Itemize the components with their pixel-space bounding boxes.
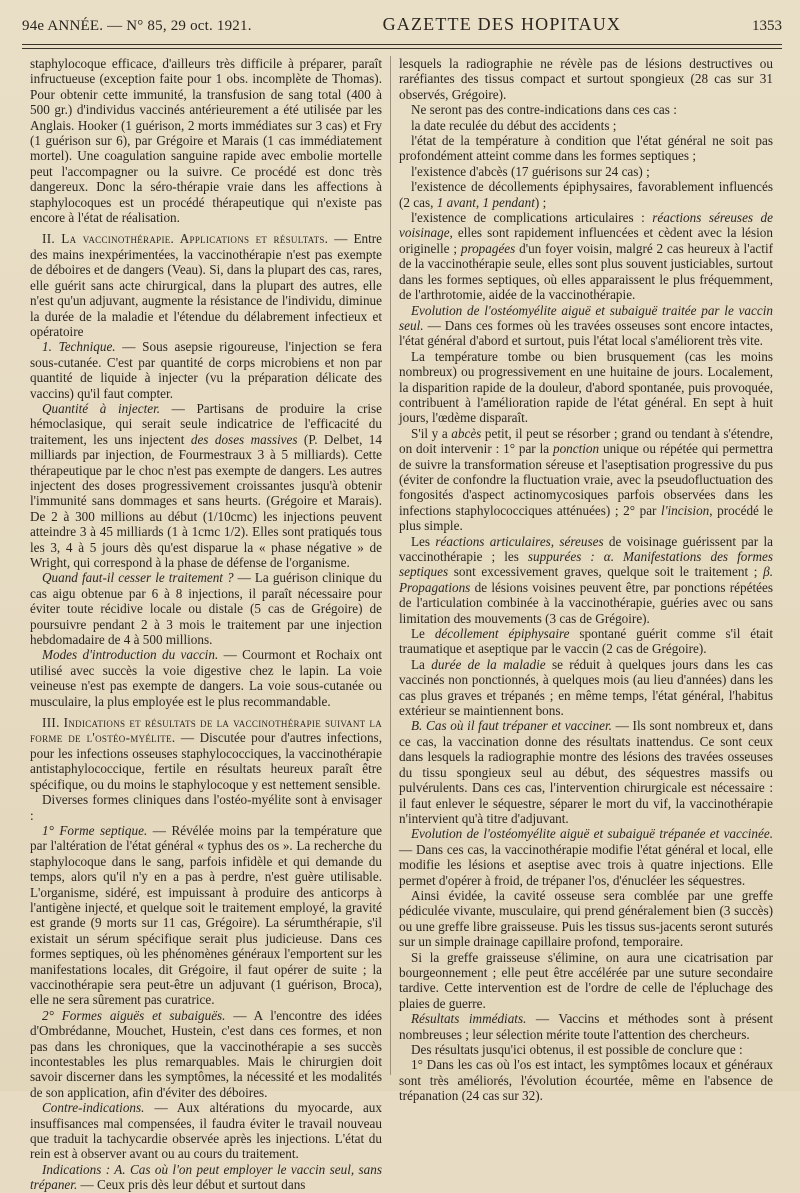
paragraph: l'existence d'abcès (17 guérisons sur 24 cas) ; <box>411 163 650 179</box>
paragraph: Quand faut-il cesser le traitement ? — La guérison clinique du cas aigu obtenue par 6 à 8 injections, il paraît nécessaire pour éviter toute récidive locale ou distale (5 cas de Grégoire) de poursuivre pendant 2 à 3 mois le traitement par une injection hebdomadaire de 4 à 500 millions. <box>30 570 382 648</box>
issue-info: 94e ANNÉE. — N° 85, 29 oct. 1921. <box>22 18 252 34</box>
paragraph: Quantité à injecter. — Partisans de produire la crise hémoclasique, qui serait seule indicatrice de l'efficacité du traitement, les uns injectent des doses massives (P. Delbet, 14 milliards par injection, de Fourmestraux 3 à 5 milliards). Cette thérapeutique par le choc n'est pas exempte de dangers. Les autres injectent des doses progressivement croissantes jusqu'à obtenir l'immunité sans dommages et sans heurts. (Grégoire et Marais). De 2 à 300 millions au début (1/10cmc) les injections peuvent atteindre 3 à 45 milliards (1 à 1cmc 1/2). Elles sont pratiqués tous les 3, 4 à 5 jours dès qu'est disparue la « phase négative » de Wright, qui correspond à la phase de défense de l'organisme. <box>30 400 382 570</box>
header-rule-thick <box>22 44 782 45</box>
paragraph: 2° Formes aiguës et subaiguës. — A l'encontre des idées d'Ombrédanne, Mouchet, Hustein, c'est dans ces formes, et non pas dans les chroniques, que la vaccinothérapie a ses succès incontestables les plus remarquables. Mais le chirurgien doit savoir discerner dans les symptômes, la nécessité et les modalités de son application, afin d'éviter des déboires. <box>30 1007 382 1100</box>
paragraph: Evolution de l'ostéomyélite aiguë et subaiguë traitée par le vaccin seul. — Dans ces formes où les travées osseuses sont encore intactes, l'état général d'abord et surtout, puis l'état local s'améliorent très vite. <box>399 302 773 349</box>
paragraph: l'état de la température à condition que l'état général ne soit pas profondément atteint comme dans les formes septiques ; <box>399 133 773 164</box>
paragraph: la date reculée du début des accidents ; <box>411 117 617 133</box>
paragraph: 1° Forme septique. — Révélée moins par la température que par l'altération de l'état général « typhus des os ». La recherche du staphylocoque dans le sang, parfois infidèle et qui demande du temps, alors qu'il n'y en a pas à perdre, n'est guère utilisable. L'organisme, sidéré, est impuissant à produire des anticorps à l'antigène injecté, et quelque soit le traitement employé, la gravité est grande (9 morts sur 11 cas, Grégoire). La sérumthérapie, s'il existait un sérum spécifique serait plus judicieuse. Dans ces formes septiques, où les phénomènes généraux l'emportent sur les manifestations locales, dit Grégoire, il faut opérer de suite ; la vaccinothérapie sera peut-être un adjuvant (1 guérison, Broca), elle ne sera sûrement pas curatrice. <box>30 822 382 1008</box>
paragraph: 1. Technique. — Sous asepsie rigoureuse, l'injection se fera sous-cutanée. C'est par quantité de corps microbiens et non par quantité de liquide à injecter (vu la préparation délicate des vaccins) qu'il faut compter. <box>30 339 382 401</box>
paragraph: lesquels la radiographie ne révèle pas de lésions destructives ou raréfiantes des tissus compact et surtout spongieux (28 cas sur 31 observés, Grégoire). <box>399 56 773 102</box>
paragraph: La durée de la maladie se réduit à quelques jours dans les cas vaccinés non ponctionnés, à quelques mois (au lieu d'années) dans les cas plus graves et trépanés ; en même temps, l'état général, l'habitus extérieur se maintiennent bons. <box>399 656 774 719</box>
paragraph: Evolution de l'ostéomyélite aiguë et subaiguë trépanée et vaccinée. — Dans ces cas, la vaccinothérapie modifie l'état général et local, elle modifie les lésions et aseptise avec trois à quatre injections. Elle permet d'opérer à froid, de trépaner l'os, d'énucléer les séquestres. <box>399 826 773 888</box>
paragraph: La température tombe ou bien brusquement (cas les moins nombreux) ou progressivement en une huitaine de jours. Localement, la disparition rapide de la douleur, d'abord spontanée, puis provoquée, contribuent à l'amélioration rapide de l'état général. En sept à huit jours, l'œdème disparaît. <box>399 348 773 426</box>
right-column <box>399 56 774 1104</box>
page-header <box>22 14 782 44</box>
paragraph: l'existence de complications articulaires : réactions séreuses de voisinage, elles sont rapidement influencées et cèdent avec la lésion originelle ; propagées d'un foyer voisin, malgré 2 cas heureux à l'actif de la vaccinothérapie seule, elles sont plus souvent justiciables, surtout dans les formes septiques, où elles apparaissent le plus fréquemment, de l'arthrotomie, aidée de la vaccinothérapie. <box>399 210 774 303</box>
paragraph: Ainsi évidée, la cavité osseuse sera comblée par une greffe pédiculée vivante, musculaire, qui prend généralement bien (3 succès) ou une greffe libre graisseuse. Puis les tissus sus-jacents seront suturés sur un simple drainage capillaire profond, temporaire. <box>399 887 773 950</box>
section-heading: II. La vaccinothérapie. Applications et résultats. <box>42 231 329 247</box>
paragraph: Indications : A. Cas où l'on peut employer le vaccin seul, sans trépaner. — Ceux pris dès leur début et surtout dans <box>30 1161 382 1193</box>
paragraph: 1° Dans les cas où l'os est intact, les symptômes locaux et généraux sont très améliorés, l'évolution écourtée, même en l'absence de trépanation (24 cas sur 32). <box>399 1057 773 1104</box>
paragraph: Contre-indications. — Aux altérations du myocarde, aux insuffisances mal compensées, il faudra éviter le travail nouveau que traduit la tachycardie observée après les injections. L'état du rein est à observer avant ou au cours du traitement. <box>30 1100 382 1162</box>
paragraph: Si la greffe graisseuse s'élimine, on aura une cicatrisation par bourgeonnement ; elle peut être accélérée par une suture secondaire tardive. Cette intervention est de l'ordre de celle de l'épluchage des plaies de guerre. <box>399 949 773 1011</box>
column-divider <box>390 56 391 1075</box>
paragraph: Ne seront pas des contre-indications dans ces cas : <box>411 102 677 118</box>
paragraph: Résultats immédiats. — Vaccins et méthodes sont à présent nombreuses ; leur sélection mérite toute l'attention des chercheurs. <box>399 1011 773 1042</box>
paragraph: S'il y a abcès petit, il peut se résorber ; grand ou tendant à s'étendre, on doit intervenir : 1° par la ponction unique ou répétée qui permettra de suivre la transformation séreuse et l'aseptisation progressive du pus (éviter de confondre la fluctuation vraie, avec la pseudofluctuation des fongosités d'aspect actinomycosiques parfois observées dans les infections staphylococciques atténuées) ; 2° par l'incision, procédé le plus simple. <box>399 425 774 534</box>
section-paragraph: III. Indications et résultats de la vaccinothérapie suivant la forme de l'ostéo-myélite. — Discutée pour d'autres infections, pour les infections osseuses staphylococciques, la vaccinothérapie antistaphylococcique, fertile en résultats heureux paraît être spécifique, ou du moins le staphylocoque y est nettement sensible. <box>30 715 382 792</box>
paragraph: staphylocoque efficace, d'ailleurs très difficile à préparer, paraît infructueuse (exception faite pour 1 obs. incomplète de Thomas). Pour obtenir cette immunité, la transfusion de sang total (400 à 500 gr.) d'individus vaccinés antérieurement a été utilisée par les Anglais. Hooker (1 guérison, 2 morts immédiates sur 3 cas) et Fry (1 guérison sur 6), par Grégoire et Marais (1 cas immédiatement mortel). Une coagulation sanguine rapide avec embolie mortelle peut l'accompagner ou la suivre. Ce procédé est donc très dangereux. Donc la séro-thérapie vraie dans les affections à staphylocoques est un procédé thérapeutique qui n'existe pas encore à l'état de réalisation. <box>30 56 382 226</box>
section-heading: III. Indications et résultats de la vaccinothérapie suivant la forme de l'ostéo-myélite. <box>30 715 382 746</box>
paragraph: Diverses formes cliniques dans l'ostéo-myélite sont à envisager : <box>30 792 382 823</box>
paragraph: l'existence de décollements épiphysaires, favorablement influencés (2 cas, 1 avant, 1 pendant) ; <box>399 179 773 210</box>
section-paragraph: II. La vaccinothérapie. Applications et résultats. — Entre des mains inexpérimentées, la vaccinothérapie n'est pas exempte de déboires et de dangers (Veau). Si, dans la plupart des cas, rares, elle guérit sans acte chirurgical, dans la plupart des autres, elle n'est qu'un adjuvant, augmente la résistance de l'individu, diminue la durée de la maladie et l'étendue du délabrement infectieux et opératoire <box>30 231 383 339</box>
header-rule-thin <box>22 48 782 49</box>
left-column <box>30 56 383 1193</box>
paragraph: B. Cas où il faut trépaner et vacciner. — Ils sont nombreux et, dans ce cas, la vaccination donne des résultats inattendus. Ce sont ceux dans lesquels la radiographie montre des lésions des travées osseuses du tissu spongieux seul au début, des séquestres massifs ou pulvérulents. Dans ces cas, l'intervention chirurgicale est nécessaire : il faut enlever le séquestre, séparer le mort du vif, la vaccinothérapie n'intervient qu'à titre d'adjuvant. <box>399 718 773 826</box>
journal-title: GAZETTE DES HOPITAUX <box>382 14 622 34</box>
paragraph: Les réactions articulaires, séreuses de voisinage guérissent par la vaccinothérapie ; les suppurées : α. Manifestations des formes septiques sont excessivement graves, quelque soit le traitement ; β. Propagations de lésions voisines peuvent être, par ponctions répétées de l'articulation combinée à la vaccinothérapie, guéries avec ou sans limitation des mouvements (3 cas de Grégoire). <box>399 533 773 626</box>
paragraph: Des résultats jusqu'ici obtenus, il est possible de conclure que : <box>411 1042 743 1057</box>
page-number: 1353 <box>752 18 782 34</box>
paragraph: Modes d'introduction du vaccin. — Courmont et Rochaix ont utilisé avec succès la voie digestive chez le lapin. La voie veineuse n'est pas exempte de dangers. La voie sous-cutanée ou musculaire, la plus employée est le plus recommandable. <box>30 647 382 709</box>
paragraph: Le décollement épiphysaire spontané guérit comme s'il était traumatique et aseptique par le vaccin (2 cas de Grégoire). <box>399 626 773 657</box>
